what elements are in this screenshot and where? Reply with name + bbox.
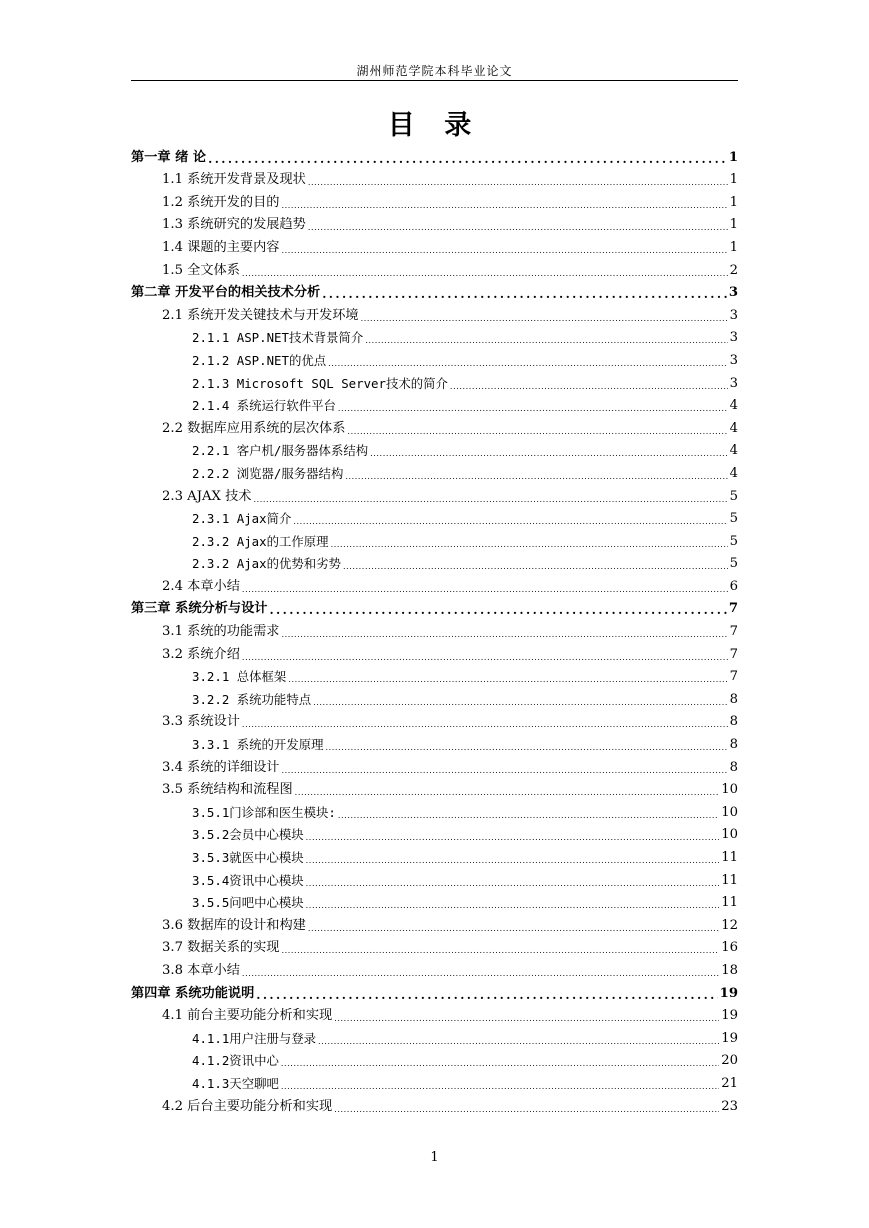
toc-entry-title: 3.5.2会员中心模块 xyxy=(192,827,304,843)
toc-entry-page: 19 xyxy=(721,1008,738,1024)
toc-entry[interactable] xyxy=(131,190,738,213)
toc-entry-title: 1.3 系统研究的发展趋势 xyxy=(162,217,306,233)
toc-entry-title: 3.7 数据关系的实现 xyxy=(162,940,280,956)
dot-leader xyxy=(328,359,727,369)
toc-entry-title: 3.2.1 总体框架 xyxy=(192,669,287,685)
toc-entry-title: 2.2.1 客户机/服务器体系结构 xyxy=(192,443,369,459)
dot-leader xyxy=(242,969,719,979)
dot-leader xyxy=(370,449,727,459)
toc-entry-page: 8 xyxy=(729,714,738,730)
toc-entry-title: 3.8 本章小结 xyxy=(162,962,240,978)
toc-entry-title: 3.3 系统设计 xyxy=(162,714,240,730)
toc-entry[interactable] xyxy=(131,145,738,168)
toc-entry-title: 4.1.1用户注册与登录 xyxy=(192,1030,317,1046)
toc-entry-title: 3.6 数据库的设计和构建 xyxy=(162,917,306,933)
toc-entry-page: 11 xyxy=(721,895,738,911)
toc-entry-page: 19 xyxy=(721,1030,738,1046)
toc-entry-page: 1 xyxy=(729,194,738,210)
dot-leader xyxy=(338,404,728,414)
toc-entry-page: 7 xyxy=(729,624,738,640)
running-header: 湖州师范学院本科毕业论文 xyxy=(356,64,513,78)
toc-entry-title: 4.2 后台主要功能分析和实现 xyxy=(162,1098,333,1114)
toc-entry-title: 1.2 系统开发的目的 xyxy=(162,194,280,210)
toc-entry-page: 3 xyxy=(729,375,738,391)
toc-entry[interactable] xyxy=(131,823,738,846)
dot-leader xyxy=(295,788,720,798)
toc-entry-page: 5 xyxy=(729,556,738,572)
toc-entry-title: 3.5 系统结构和流程图 xyxy=(162,782,293,798)
dot-leader xyxy=(288,675,727,685)
toc-entry-title: 第二章 开发平台的相关技术分析 xyxy=(131,285,321,301)
toc-entry-title: 3.3.1 系统的开发原理 xyxy=(192,737,324,753)
toc-entry[interactable] xyxy=(131,213,738,236)
toc-entry-page: 1 xyxy=(729,172,738,188)
toc-entry-page: 3 xyxy=(728,285,738,301)
toc-entry-page: 11 xyxy=(721,850,738,865)
toc-entry[interactable] xyxy=(131,574,738,597)
dot-leader xyxy=(334,1105,719,1115)
toc-entry[interactable] xyxy=(131,981,738,1004)
toc-entry-title: 1.4 课题的主要内容 xyxy=(162,239,280,255)
toc-entry[interactable] xyxy=(131,755,738,778)
toc-entry-page: 20 xyxy=(721,1053,738,1069)
toc-entry[interactable] xyxy=(131,168,738,191)
toc-entry-title: 2.3.2 Ajax的工作原理 xyxy=(192,533,329,549)
dot-leader xyxy=(281,630,727,640)
toc-entry-page: 18 xyxy=(721,962,738,978)
toc-entry[interactable] xyxy=(131,439,738,462)
toc-entry-title: 4.1.3天空聊吧 xyxy=(192,1075,279,1091)
dot-leader xyxy=(306,833,720,843)
dot-leader xyxy=(306,879,720,889)
toc-entry-page: 6 xyxy=(729,578,738,594)
toc-entry-page: 7 xyxy=(729,669,738,685)
toc-entry-title: 2.4 本章小结 xyxy=(162,578,240,594)
toc-entry-page: 7 xyxy=(728,601,738,617)
toc-entry[interactable] xyxy=(131,1026,738,1049)
toc-entry-page: 5 xyxy=(729,533,738,549)
toc-entry[interactable] xyxy=(131,235,738,258)
dot-leader xyxy=(345,472,727,482)
toc-entry-page: 12 xyxy=(721,917,738,933)
toc-entry-title: 3.2 系统介绍 xyxy=(162,646,240,662)
toc-entry-title: 第三章 系统分析与设计 xyxy=(131,601,268,617)
toc-entry-page: 10 xyxy=(721,804,738,820)
toc-entry[interactable] xyxy=(131,778,738,801)
toc-entry[interactable] xyxy=(131,845,738,868)
dot-leader xyxy=(361,314,728,324)
toc-entry-title: 2.2.2 浏览器/服务器结构 xyxy=(192,465,344,481)
dot-leader xyxy=(253,495,727,505)
toc-entry-page: 4 xyxy=(729,398,738,414)
toc-entry[interactable] xyxy=(131,348,738,371)
dot-leader xyxy=(306,856,720,866)
dot-leader xyxy=(281,766,727,776)
dot-leader xyxy=(313,698,728,708)
dot-leader xyxy=(318,1037,719,1047)
toc-entry-page: 21 xyxy=(721,1075,738,1091)
toc-entry[interactable] xyxy=(131,642,738,665)
toc-entry-title: 第一章 绪 论 xyxy=(131,149,207,165)
toc-entry-title: 2.1.4 系统运行软件平台 xyxy=(192,398,336,414)
dot-leader xyxy=(338,811,719,821)
toc-entry-page: 10 xyxy=(721,782,738,798)
toc-entry[interactable] xyxy=(131,303,738,326)
dot-leader xyxy=(208,152,727,166)
toc-entry[interactable] xyxy=(131,416,738,439)
dot-leader xyxy=(326,743,728,753)
toc-entry-title: 3.4 系统的详细设计 xyxy=(162,759,280,775)
toc-entry-page: 1 xyxy=(729,239,738,255)
toc-entry-title: 2.2 数据库应用系统的层次体系 xyxy=(162,420,346,436)
toc-entry[interactable] xyxy=(131,371,738,394)
toc-entry[interactable] xyxy=(131,665,738,688)
dot-leader xyxy=(308,178,728,188)
toc-entry[interactable] xyxy=(131,281,738,304)
toc-entry-page: 1 xyxy=(729,217,738,233)
toc-entry-title: 2.3.2 Ajax的优势和劣势 xyxy=(192,556,341,572)
toc-entry-title: 2.1 系统开发关键技术与开发环境 xyxy=(162,307,359,323)
toc-entry-title: 2.1.3 Microsoft SQL Server技术的简介 xyxy=(192,375,448,391)
toc-entry[interactable] xyxy=(131,597,738,620)
toc-entry[interactable] xyxy=(131,732,738,755)
toc-entry[interactable] xyxy=(131,800,738,823)
toc-entry[interactable] xyxy=(131,868,738,891)
toc-entry[interactable] xyxy=(131,913,738,936)
toc-entry-page: 3 xyxy=(729,330,738,346)
toc-entry-page: 16 xyxy=(721,940,738,956)
toc-entry[interactable] xyxy=(131,710,738,733)
toc-entry-page: 4 xyxy=(729,443,738,459)
table-of-contents xyxy=(131,145,738,1117)
toc-entry-title: 1.1 系统开发背景及现状 xyxy=(162,172,306,188)
toc-entry-page: 19 xyxy=(719,985,738,1001)
toc-entry-title: 3.5.3就医中心模块 xyxy=(192,850,304,865)
dot-leader xyxy=(343,562,728,572)
dot-leader xyxy=(450,382,728,392)
dot-leader xyxy=(242,720,728,730)
toc-entry[interactable] xyxy=(131,1049,738,1072)
dot-leader xyxy=(281,1082,719,1092)
dot-leader xyxy=(242,269,728,279)
toc-entry[interactable] xyxy=(131,552,738,575)
toc-entry-title: 4.1 前台主要功能分析和实现 xyxy=(162,1008,333,1024)
toc-entry-title: 2.1.2 ASP.NET的优点 xyxy=(192,352,327,368)
toc-entry[interactable] xyxy=(131,484,738,507)
toc-entry[interactable] xyxy=(131,891,738,914)
header-rule xyxy=(131,80,738,81)
dot-leader xyxy=(322,287,727,301)
toc-entry-title: 第四章 系统功能说明 xyxy=(131,985,255,1001)
toc-entry-page: 5 xyxy=(729,488,738,504)
toc-entry-page: 4 xyxy=(729,465,738,481)
toc-entry-page: 4 xyxy=(729,420,738,436)
toc-entry-title: 3.1 系统的功能需求 xyxy=(162,624,280,640)
dot-leader xyxy=(306,901,720,911)
toc-entry-page: 8 xyxy=(729,691,738,707)
toc-entry[interactable] xyxy=(131,461,738,484)
page-title: 目 录 xyxy=(387,110,482,141)
toc-entry-page: 1 xyxy=(728,149,738,165)
toc-entry-title: 2.3 AJAX 技术 xyxy=(162,488,252,504)
dot-leader xyxy=(365,336,727,346)
dot-leader xyxy=(269,603,726,617)
toc-entry[interactable] xyxy=(131,1094,738,1117)
toc-entry-page: 8 xyxy=(729,759,738,775)
toc-entry-title: 3.5.5问吧中心模块 xyxy=(192,895,304,911)
toc-entry[interactable] xyxy=(131,1071,738,1094)
dot-leader xyxy=(242,653,728,663)
dot-leader xyxy=(308,924,719,934)
toc-entry-title: 3.5.4资讯中心模块 xyxy=(192,872,304,888)
toc-entry-title: 1.5 全文体系 xyxy=(162,262,240,278)
toc-entry[interactable] xyxy=(131,258,738,281)
toc-entry-page: 10 xyxy=(721,827,738,843)
toc-entry-page: 8 xyxy=(729,737,738,753)
toc-entry-title: 3.5.1门诊部和医生模块: xyxy=(192,804,336,820)
toc-entry-page: 3 xyxy=(729,352,738,368)
toc-entry-page: 2 xyxy=(729,262,738,278)
toc-entry-page: 23 xyxy=(721,1098,738,1114)
page-number: 1 xyxy=(430,1150,439,1165)
toc-entry[interactable] xyxy=(131,687,738,710)
toc-entry-page: 11 xyxy=(721,872,738,888)
toc-entry-title: 3.2.2 系统功能特点 xyxy=(192,691,312,707)
toc-entry-title: 2.1.1 ASP.NET技术背景简介 xyxy=(192,330,364,346)
toc-entry[interactable] xyxy=(131,507,738,530)
dot-leader xyxy=(281,946,719,956)
toc-entry-title: 4.1.2资讯中心 xyxy=(192,1053,279,1069)
toc-entry-page: 5 xyxy=(729,511,738,527)
dot-leader xyxy=(281,1059,719,1069)
toc-entry[interactable] xyxy=(131,326,738,349)
dot-leader xyxy=(242,585,728,595)
toc-entry-title: 2.3.1 Ajax简介 xyxy=(192,511,292,527)
dot-leader xyxy=(281,246,727,256)
toc-entry[interactable] xyxy=(131,1004,738,1027)
toc-entry[interactable] xyxy=(131,394,738,417)
dot-leader xyxy=(308,223,728,233)
toc-entry[interactable] xyxy=(131,936,738,959)
toc-entry[interactable] xyxy=(131,958,738,981)
toc-entry[interactable] xyxy=(131,529,738,552)
dot-leader xyxy=(347,427,727,437)
dot-leader xyxy=(293,517,727,527)
dot-leader xyxy=(281,201,727,211)
toc-entry[interactable] xyxy=(131,619,738,642)
toc-entry-page: 7 xyxy=(729,646,738,662)
dot-leader xyxy=(256,988,717,1002)
toc-entry-page: 3 xyxy=(729,307,738,323)
dot-leader xyxy=(331,540,728,550)
dot-leader xyxy=(334,1014,719,1024)
